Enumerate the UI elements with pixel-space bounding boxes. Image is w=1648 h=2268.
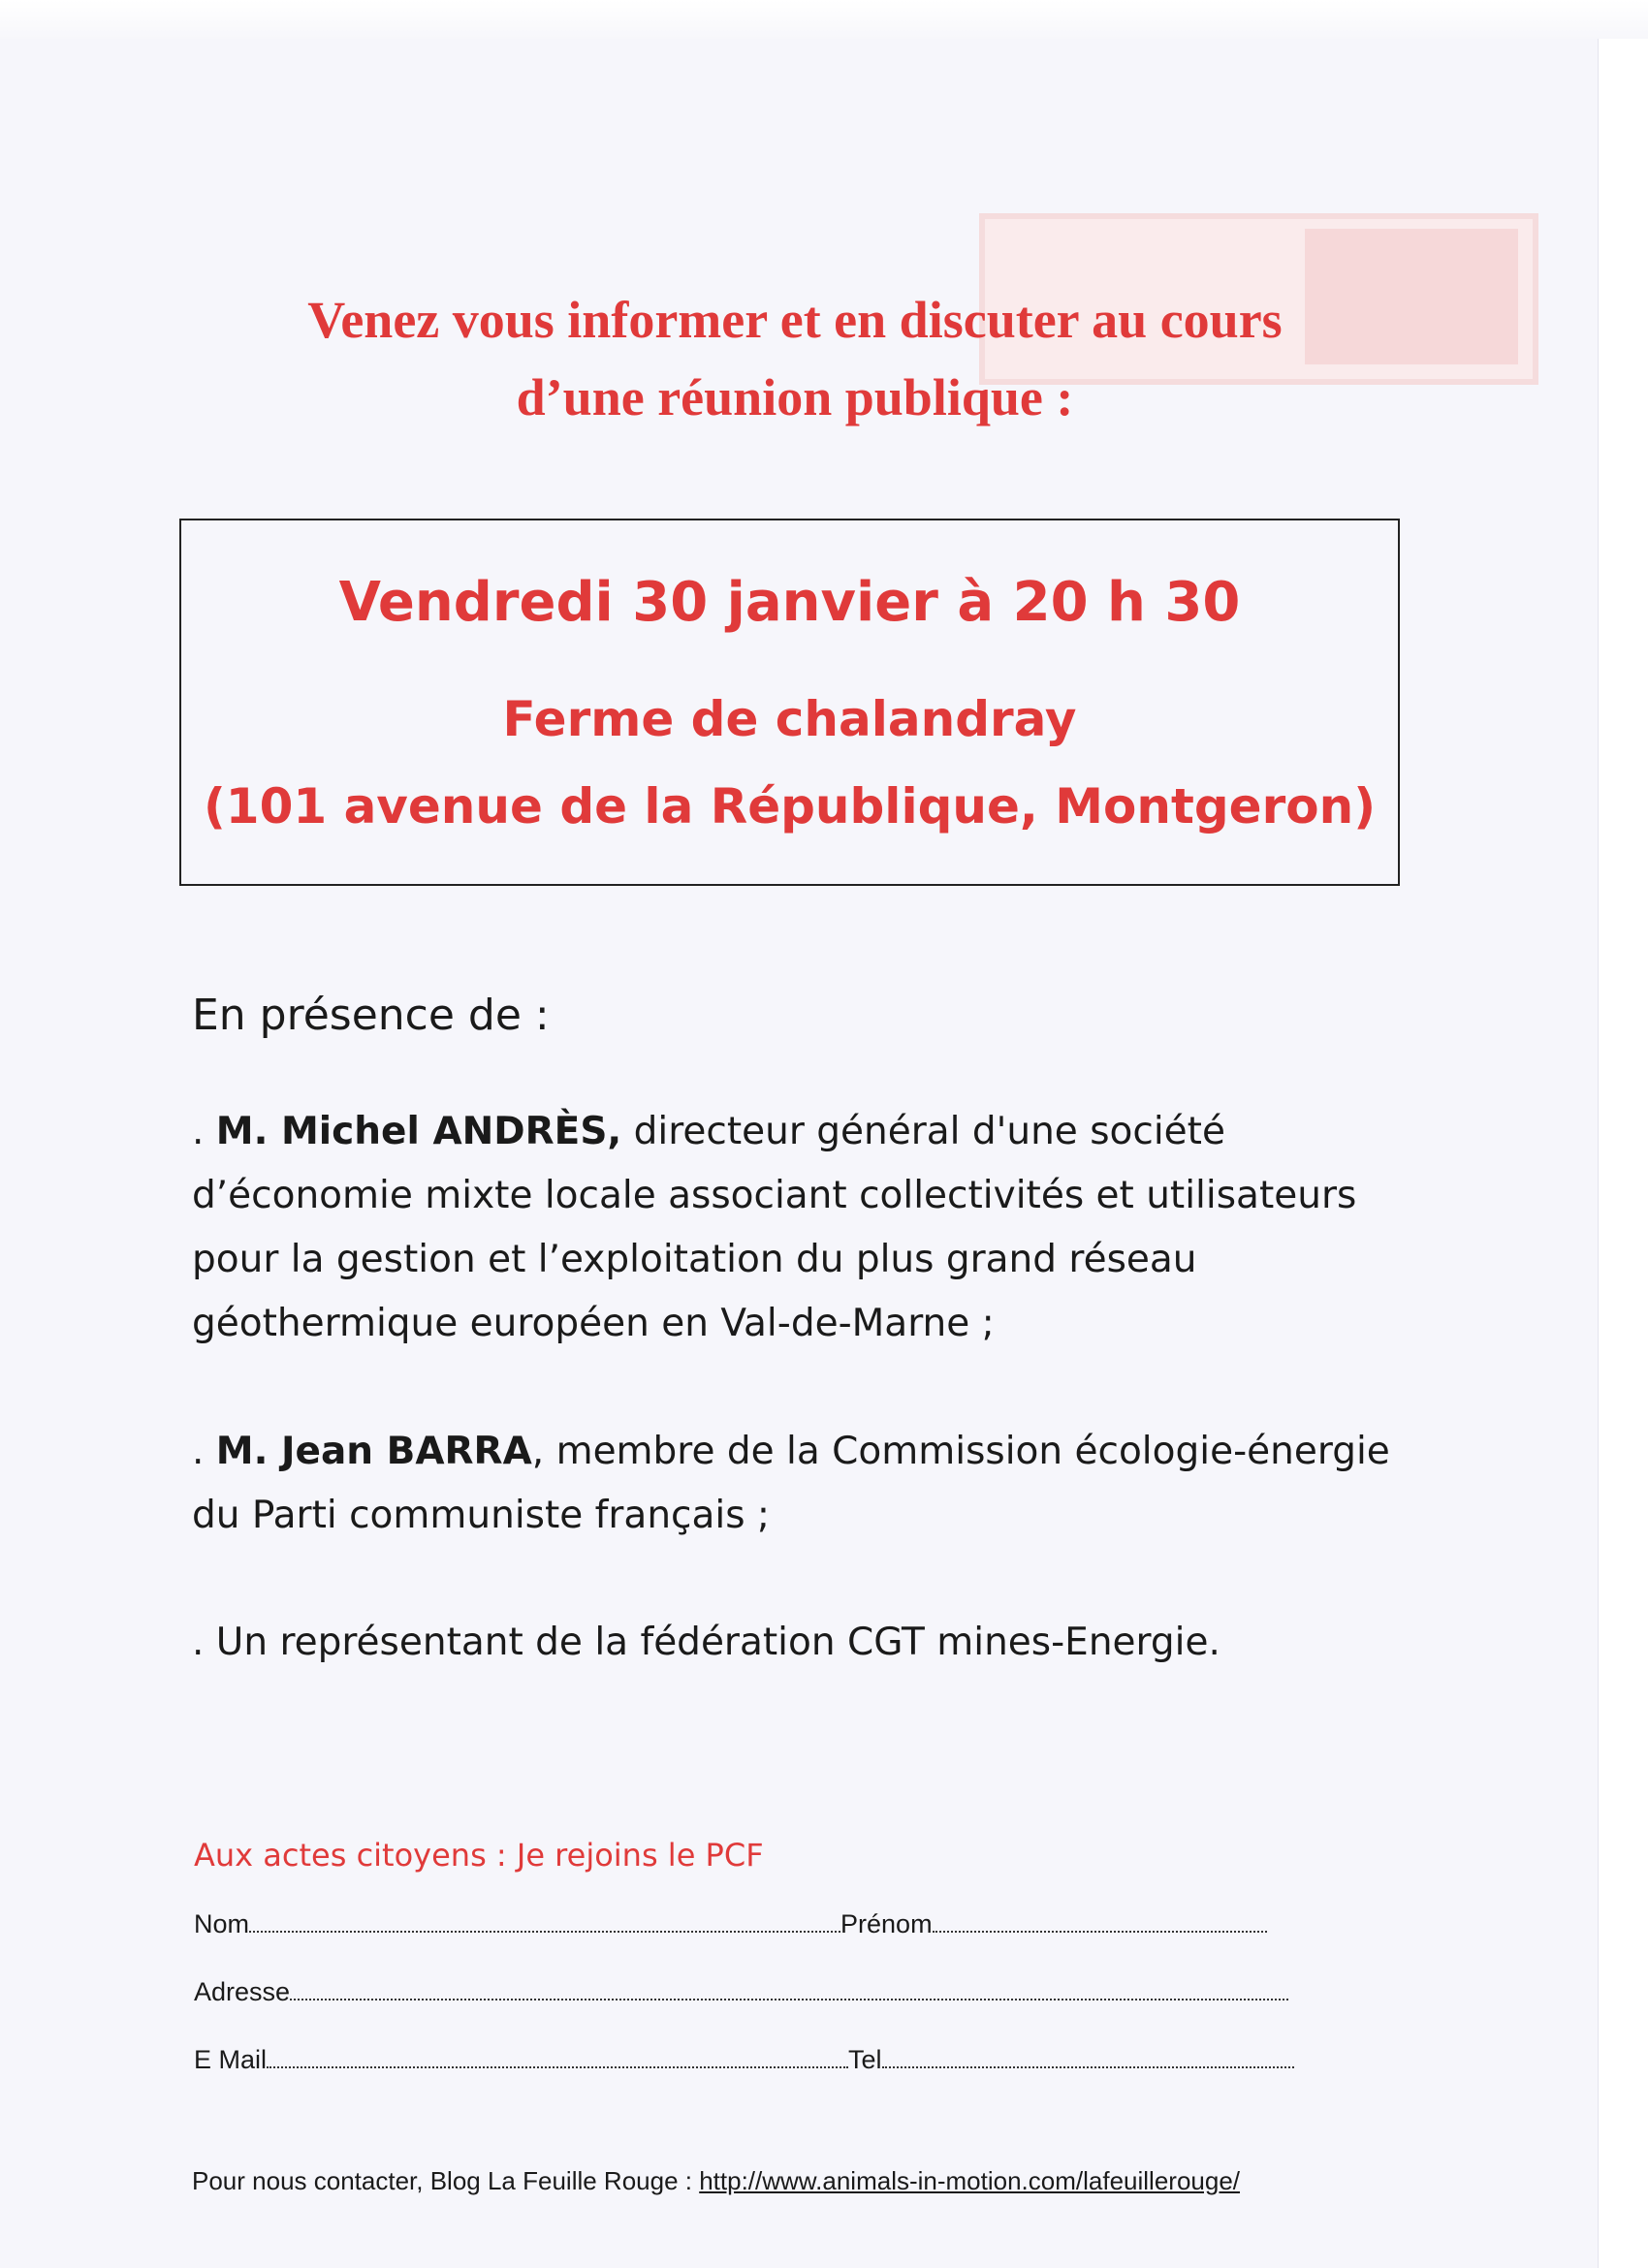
guest-1-description: directeur général d'une société d’économie mixte locale associant collectivités et utilisateurs pour la gestion et l’exploitation du plus grand réseau géothermique européen en Val-de-Marne ;	[192, 1110, 1357, 1345]
event-venue: Ferme de chalandray	[502, 691, 1077, 747]
headline-line-1: Venez vous informer et en discuter au cours	[307, 291, 1283, 349]
nom-label: Nom	[194, 1909, 250, 1938]
email-field[interactable]	[267, 2045, 848, 2068]
guest-3-description: . Un représentant de la fédération CGT mines-Energie.	[192, 1621, 1220, 1664]
adresse-field[interactable]	[290, 1977, 1288, 2000]
tel-label: Tel	[848, 2045, 882, 2074]
form-row-contact	[194, 2045, 1294, 2075]
form-row-address	[194, 1977, 1288, 2007]
contact-label: Pour nous contacter, Blog La Feuille Rouge :	[192, 2166, 700, 2195]
contact-line	[192, 2166, 1240, 2196]
guest-2-name: M. Jean BARRA	[215, 1430, 532, 1473]
headline-line-2: d’une réunion publique :	[516, 368, 1074, 426]
presence-intro: En présence de :	[192, 991, 550, 1040]
adresse-label: Adresse	[194, 1977, 291, 2006]
event-box	[179, 519, 1400, 886]
headline	[145, 281, 1444, 436]
prenom-label: Prénom	[840, 1909, 933, 1938]
guest-1	[192, 1100, 1413, 1356]
guest-2	[192, 1420, 1413, 1548]
email-label: E Mail	[194, 2045, 268, 2074]
event-location	[181, 676, 1398, 850]
event-address: (101 avenue de la République, Montgeron)	[203, 778, 1377, 835]
prenom-field[interactable]	[933, 1909, 1267, 1933]
join-form-title: Aux actes citoyens : Je rejoins le PCF	[194, 1837, 764, 1874]
guest-3	[192, 1611, 1413, 1675]
scan-top-margin	[0, 0, 1648, 39]
form-row-name	[194, 1909, 1267, 1939]
event-date: Vendredi 30 janvier à 20 h 30	[338, 571, 1241, 634]
blog-link[interactable]: http://www.animals-in-motion.com/lafeuillerouge/	[699, 2166, 1241, 2195]
tel-field[interactable]	[882, 2045, 1294, 2068]
nom-field[interactable]	[249, 1909, 840, 1933]
guest-1-prefix: .	[192, 1110, 216, 1153]
guest-1-name: M. Michel ANDRÈS,	[215, 1110, 622, 1153]
guest-2-prefix: .	[192, 1430, 216, 1473]
guest-2-description: , membre de la Commission écologie-énergie du Parti communiste français ;	[192, 1430, 1390, 1537]
